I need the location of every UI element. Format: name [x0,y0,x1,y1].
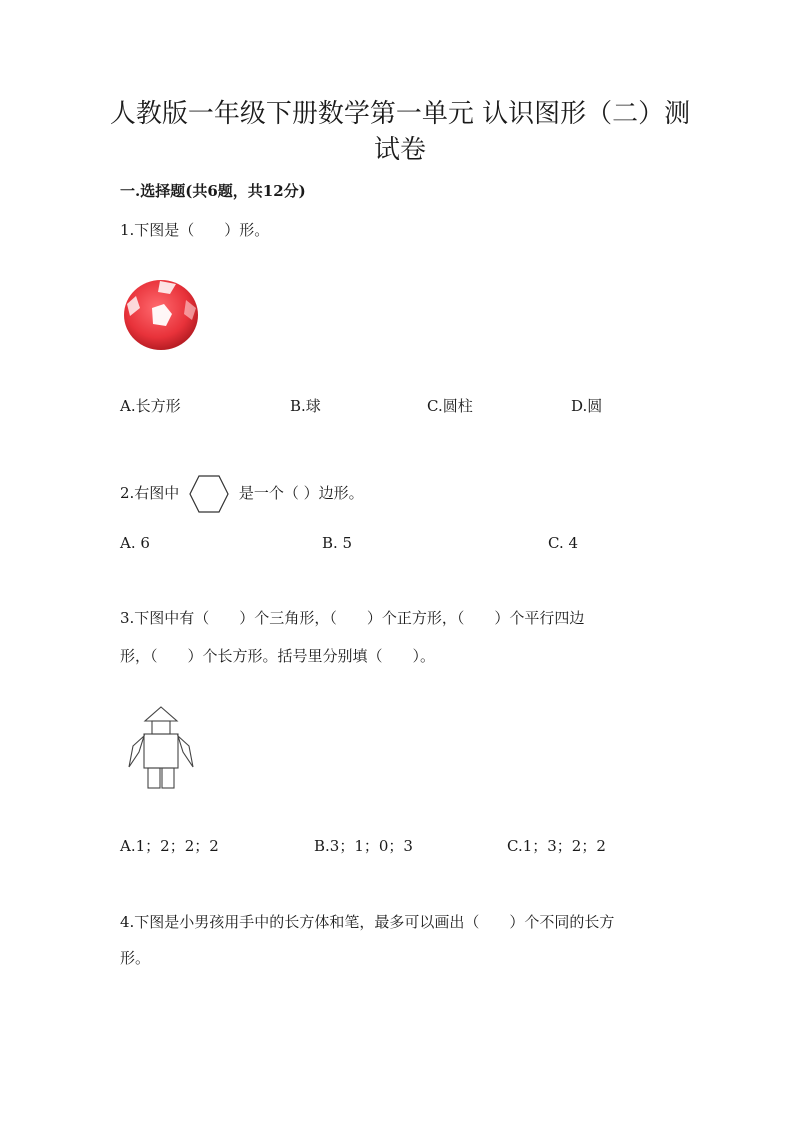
q2-option-a[interactable]: A. 6 [120,534,150,552]
q2-option-c[interactable]: C. 4 [548,534,579,552]
q2-text-after: 是一个（ ）边形。 [238,484,364,502]
robot-left-leg [148,768,160,788]
question-3-line-1: 3.下图中有（ ）个三角形，（ ）个正方形，（ ）个平行四边 [120,609,585,627]
section-heading-choice: 一.选择题(共6题，共12分) [120,182,306,200]
robot-left-arm [129,736,144,767]
robot-right-leg [162,768,174,788]
q1-option-d[interactable]: D.圆 [571,397,603,415]
robot-hat-triangle [145,707,177,721]
title-line-2: 试卷 [373,135,426,165]
q3-option-b[interactable]: B.3；1；0；3 [314,837,413,855]
question-3-line-2: 形，（ ）个长方形。括号里分别填（ ）。 [120,647,436,665]
question-4-line-1: 4.下图是小男孩用手中的长方体和笔，最多可以画出（ ）个不同的长方 [120,913,615,931]
q2-option-b[interactable]: B. 5 [322,534,353,552]
robot-shapes-figure [126,705,196,791]
robot-head-square [152,721,170,734]
robot-body-rect [144,734,178,768]
question-4-line-2: 形。 [120,949,151,967]
question-1-text: 1.下图是（ ）形。 [120,221,270,239]
soccer-ball-figure [122,278,200,352]
hexagon-figure [188,474,230,514]
q1-option-c[interactable]: C.圆柱 [427,397,473,415]
q3-option-c[interactable]: C.1；3；2；2 [507,837,606,855]
q3-option-a[interactable]: A.1；2；2；2 [120,837,219,855]
question-2-text [120,474,364,514]
q1-option-a[interactable]: A.长方形 [120,397,181,415]
robot-right-arm [178,736,193,767]
q2-text-before: 2.右图中 [120,484,180,502]
q1-option-b[interactable]: B.球 [290,397,321,415]
exam-title [80,96,720,168]
title-line-1: 人教版一年级下册数学第一单元 认识图形（二）测 [109,99,691,129]
